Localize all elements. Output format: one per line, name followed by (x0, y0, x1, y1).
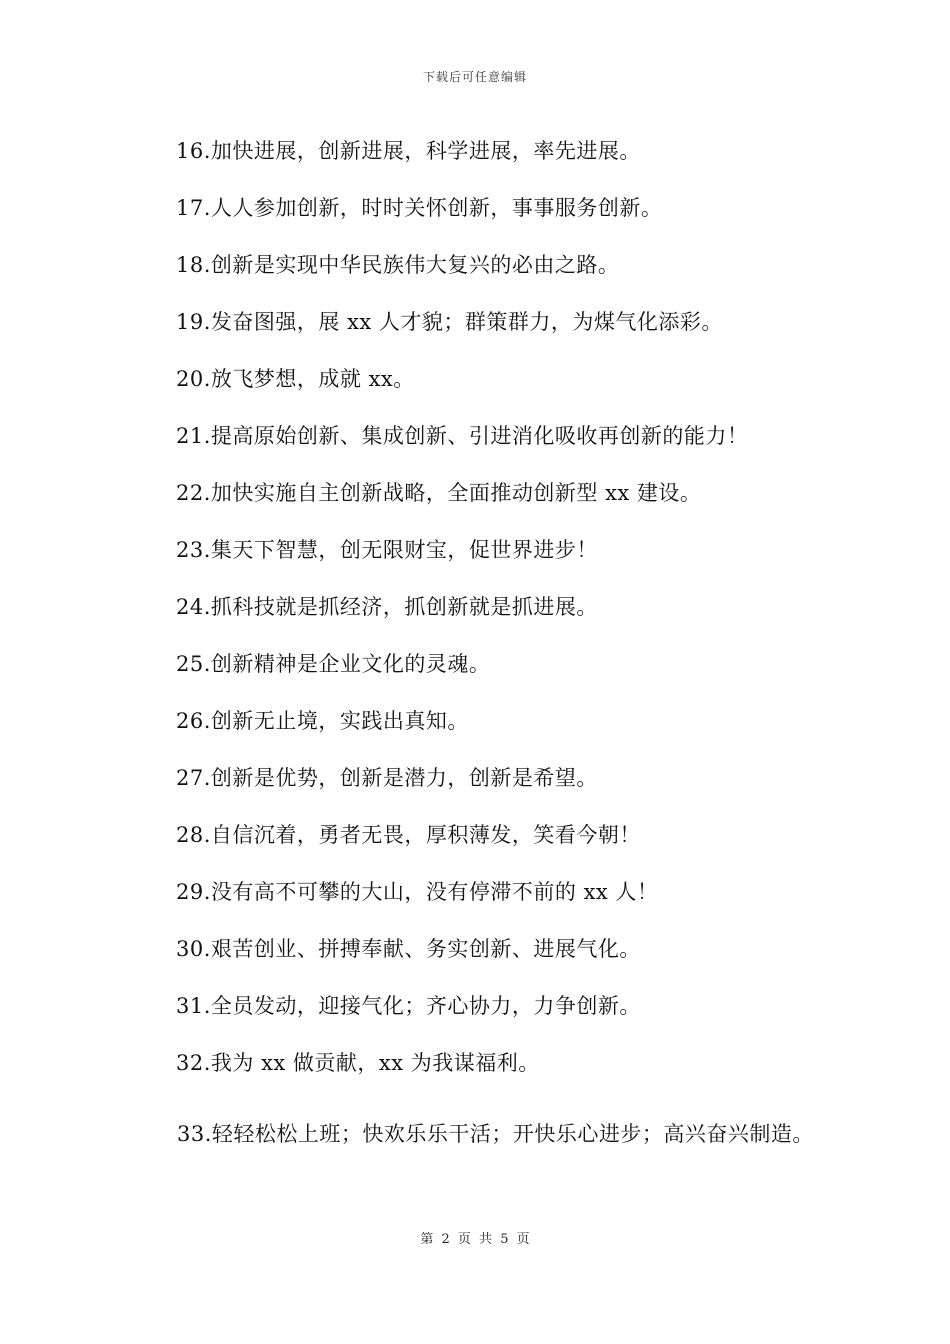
list-item: 21.提高原始创新、集成创新、引进消化吸收再创新的能力！ (176, 424, 749, 448)
list-item: 16.加快进展，创新进展，科学进展，率先进展。 (176, 139, 641, 163)
list-item-wrapped: 33.轻轻松松上班；快欢乐乐干活；开快乐心进步；高兴奋兴制造。 (177, 1122, 814, 1146)
slogan-list (176, 136, 836, 1105)
list-item: 31.全员发动，迎接气化；齐心协力，力争创新。 (176, 994, 641, 1018)
list-item: 30.艰苦创业、拼搏奉献、务实创新、进展气化。 (176, 937, 641, 961)
list-item: 29.没有高不可攀的大山，没有停滞不前的 xx 人！ (176, 880, 659, 904)
list-item: 22.加快实施自主创新战略，全面推动创新型 xx 建设。 (176, 481, 702, 505)
page-header: 下载后可任意编辑 (422, 70, 527, 84)
list-item: 26.创新无止境，实践出真知。 (176, 709, 469, 733)
list-item: 32.我为 xx 做贡献，xx 为我谋福利。 (176, 1051, 540, 1075)
list-item: 25.创新精神是企业文化的灵魂。 (176, 652, 491, 676)
list-item: 27.创新是优势，创新是潜力，创新是希望。 (176, 766, 598, 790)
list-item: 28.自信沉着，勇者无畏，厚积薄发，笑看今朝！ (176, 823, 641, 847)
list-item: 17.人人参加创新，时时关怀创新，事事服务创新。 (176, 196, 663, 220)
page-footer: 第 2 页 共 5 页 (420, 1232, 530, 1247)
list-item: 19.发奋图强，展 xx 人才貌；群策群力，为煤气化添彩。 (176, 310, 723, 334)
list-item: 24.抓科技就是抓经济，抓创新就是抓进展。 (176, 595, 598, 619)
list-item: 20.放飞梦想，成就 xx。 (176, 367, 415, 391)
list-item: 23.集天下智慧，创无限财宝，促世界进步！ (176, 538, 598, 562)
list-item: 18.创新是实现中华民族伟大复兴的必由之路。 (176, 253, 620, 277)
